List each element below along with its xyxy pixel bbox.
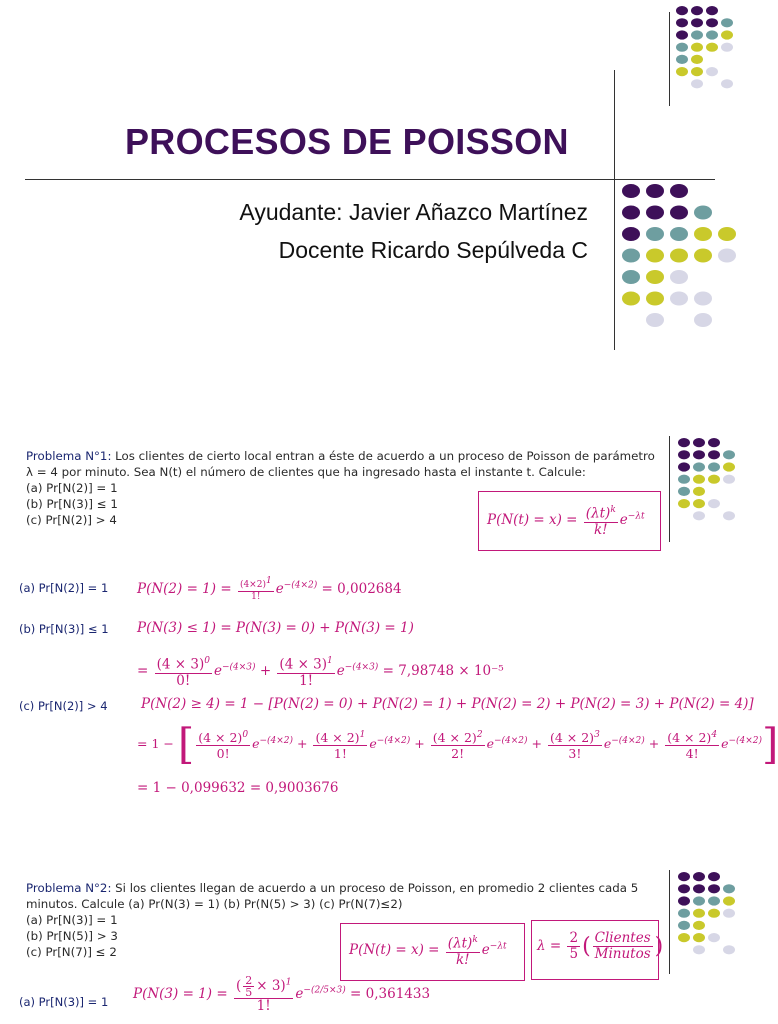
decorative-dot [708,475,720,484]
poisson-formula-box [478,491,661,551]
decorative-dot [646,184,664,198]
decorative-dot [691,67,703,76]
problem2-text: Si los clientes llegan de acuerdo a un proceso de Poisson, en promedio 2 clientes cada 5 minutos. Calcule (a) Pr(N(3) = 1) (b) Pr(N(5) > 3) (c) Pr(N(7)≤2) [26,881,639,911]
decorative-dot [678,462,690,471]
decorative-dot [678,921,690,930]
decorative-dot [670,227,688,241]
decorative-dot [670,270,688,284]
lambda-denominator: 5 [569,946,579,962]
decorative-dot [708,462,720,471]
lambda-numerator: 2 [569,930,579,946]
divider-vertical [669,870,670,974]
decorative-dot [723,462,735,471]
decorative-dot [708,933,720,942]
divider-vertical [669,436,670,542]
decorative-dot [678,475,690,484]
decorative-dot [676,67,688,76]
divider-horizontal [25,179,715,180]
decorative-dot [708,896,720,905]
problem2-item-c: (c) Pr[N(7)] ≤ 2 [26,945,117,959]
decorative-dot [693,462,705,471]
decorative-dot [622,292,640,306]
decorative-dot [646,227,664,241]
decorative-dot [693,945,705,954]
equation-part-b-line2: = $\frac{(4 \times 3)^0}{0!}$ $e^{-(4\times 3)}$ + $\frac{(4 \times 3)^1}{1!}$ $e^{-(4\times 3)} = 7,98748 \times 10^{-5}$ [137,656,504,689]
label-part-b: (b) Pr[N(3)] ≤ 1 [19,622,109,636]
decorative-dot [676,18,688,27]
dot-grid-decoration [678,438,758,526]
lambda-unit-denominator: Minutos [594,946,651,962]
decorative-dot [694,292,712,306]
decorative-dot [718,249,736,263]
decorative-dot [678,909,690,918]
decorative-dot [723,909,735,918]
result-part-b: 7,98748 × 10⁻⁵ [398,662,504,679]
result-part-a: 0,361433 [365,986,431,1002]
page-title: PROCESOS DE POISSON [125,121,569,162]
decorative-dot [676,30,688,39]
problem2-slide [0,858,768,1024]
decorative-dot [723,896,735,905]
result-part-a: 0,002684 [337,581,402,597]
decorative-dot [708,884,720,893]
lambda-unit-numerator: Clientes [594,930,651,946]
decorative-dot [693,487,705,496]
decorative-dot [706,6,718,15]
decorative-dot [678,872,690,881]
decorative-dot [708,872,720,881]
decorative-dot [646,249,664,263]
decorative-dot [678,896,690,905]
decorative-dot [694,313,712,327]
decorative-dot [693,438,705,447]
decorative-dot [622,184,640,198]
decorative-dot [678,438,690,447]
decorative-dot [723,884,735,893]
decorative-dot [676,6,688,15]
decorative-dot [693,872,705,881]
decorative-dot [678,884,690,893]
decorative-dot [678,487,690,496]
poisson-formula: P(N(t) = x) = $\frac{(\lambda t)^k}{k!}$ $e^{-\lambda t}$ [487,505,645,538]
decorative-dot [706,30,718,39]
decorative-dot [670,249,688,263]
decorative-dot [691,18,703,27]
divider-vertical-main [614,70,615,350]
decorative-dot [706,67,718,76]
problem2-heading: Problema N°2: [26,881,112,895]
decorative-dot [622,206,640,220]
problem1-item-a: (a) Pr[N(2)] = 1 [26,481,118,495]
decorative-dot [691,30,703,39]
decorative-dot [723,511,735,520]
decorative-dot [691,43,703,52]
decorative-dot [706,43,718,52]
problem2-item-b: (b) Pr[N(5)] > 3 [26,929,118,943]
decorative-dot [678,450,690,459]
subtitle-teacher: Docente Ricardo Sepúlveda C [278,237,588,263]
decorative-dot [723,475,735,484]
decorative-dot [670,206,688,220]
problem1-heading: Problema N°1: [26,449,112,463]
decorative-dot [691,79,703,88]
decorative-dot [678,933,690,942]
decorative-dot [676,43,688,52]
decorative-dot [694,206,712,220]
decorative-dot [721,30,733,39]
decorative-dot [694,249,712,263]
decorative-dot [721,18,733,27]
decorative-dot [676,55,688,64]
decorative-dot [670,184,688,198]
decorative-dot [693,450,705,459]
problem1-slide [0,428,778,813]
decorative-dot [646,206,664,220]
equation-part-c-line2: = 1 − [ $\frac{(4 \times 2)^0}{0!}$ $e^{-(4\times 2)}$ + $\frac{(4 \times 2)^1}{1!}$ $e^{-(4\times 2)}$ + $\frac{(4 \times 2)^2}{2!}$ $e^{-(4\times 2)}$ + $\frac{(4 \times 2)^3}{3!}$ $e^{-(4\times 2)}$ + $\frac{(4 \times 2)^4}{4!}$ $e^{-(4\times 2)}$] [137,719,778,769]
equation-part-b-line1: P(N(3) ≤ 1) = P(N(3) = 0) + P(N(3) = 1) [137,620,414,636]
equation-part-a: P(N(3) = 1) = ( $\frac{2}{5}$ × 3)$^1$ 1! $e^{-(2/5\times 3)} = 0,361433$ [133,974,431,1014]
decorative-dot [693,475,705,484]
decorative-dot [706,18,718,27]
decorative-dot [693,499,705,508]
result-part-c: 0,9003676 [265,780,339,796]
decorative-dot [693,884,705,893]
decorative-dot [721,43,733,52]
decorative-dot [708,499,720,508]
decorative-dot [646,270,664,284]
decorative-dot [693,921,705,930]
decorative-dot [670,292,688,306]
title-slide [0,0,768,395]
lambda-box [531,920,664,980]
decorative-dot [693,933,705,942]
problem1-item-c: (c) Pr[N(2)] > 4 [26,513,117,527]
decorative-dot [646,292,664,306]
decorative-dot [691,6,703,15]
dot-grid-decoration [678,872,758,960]
equation-part-c-line1: P(N(2) ≥ 4) = 1 − [P(N(2) = 0) + P(N(2) = 1) + P(N(2) = 2) + P(N(2) = 3) + P(N(2) = 4)] [141,696,754,712]
lambda-formula: λ = $\frac{2}{5}$ ( $\frac{\text{Clientes}}{\text{Minutos}}$ ) [537,930,664,962]
decorative-dot [622,249,640,263]
problem1-text: Los clientes de cierto local entran a éste de acuerdo a un proceso de Poisson de parámetro λ = 4 por minuto. Sea N(t) el número de clientes que ha ingresado hasta el instante t. Calcule: [26,449,655,479]
decorative-dot [708,438,720,447]
decorative-dot [694,227,712,241]
decorative-dot [678,499,690,508]
poisson-formula-box [340,923,525,981]
result-part-c-intermediate: 0,099632 [181,780,246,796]
problem1-item-b: (b) Pr[N(3)] ≤ 1 [26,497,118,511]
decorative-dot [693,896,705,905]
decorative-dot [622,270,640,284]
equation-part-c-line3: = 1 − 0,099632 = 0,9003676 [137,780,339,796]
divider-vertical-top [669,12,670,106]
decorative-dot [693,511,705,520]
equation-part-a: P(N(2) = 1) = $\frac{(4\times 2)^1}{1!}$ $e^{-(4\times 2)} = 0,002684$ [137,576,402,602]
label-part-a: (a) Pr[N(2)] = 1 [19,581,109,595]
dot-grid-large-decoration [622,184,752,330]
problem2-item-a: (a) Pr[N(3)] = 1 [26,913,118,927]
decorative-dot [723,450,735,459]
poisson-formula: P(N(t) = x) = $\frac{(\lambda t)^k}{k!}$ $e^{-\lambda t}$ [349,935,507,968]
decorative-dot [718,227,736,241]
dot-grid-small-decoration [676,6,756,94]
subtitle-assistant: Ayudante: Javier Añazco Martínez [239,199,588,225]
decorative-dot [691,55,703,64]
decorative-dot [693,909,705,918]
decorative-dot [708,909,720,918]
decorative-dot [723,945,735,954]
decorative-dot [646,313,664,327]
decorative-dot [708,450,720,459]
decorative-dot [721,79,733,88]
decorative-dot [622,227,640,241]
label-part-a: (a) Pr[N(3)] = 1 [19,995,109,1009]
label-part-c: (c) Pr[N(2)] > 4 [19,699,108,713]
